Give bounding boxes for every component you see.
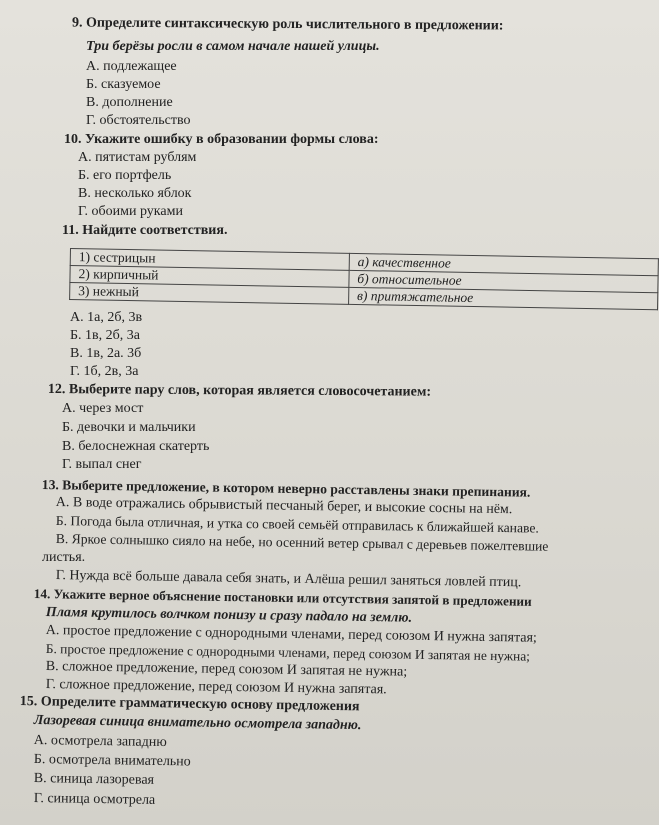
option-c[interactable]: В. несколько яблок	[78, 186, 192, 201]
match-right-a: а) качественное	[349, 253, 658, 275]
option-b[interactable]: Б. девочки и мальчики	[62, 420, 196, 435]
option-d[interactable]: Г. 1б, 2в, 3а	[70, 364, 139, 379]
option-c-continued: листья.	[42, 550, 86, 565]
option-d[interactable]: Г. обстоятельство	[86, 113, 191, 128]
match-left-2: 2) кирпичный	[70, 266, 349, 288]
option-a[interactable]: А. через мост	[62, 401, 144, 416]
question-title: 12. Выберите пару слов, которая является словосочетанием:	[47, 381, 432, 400]
option-a[interactable]: А. простое предложение с однородными членами, перед союзом И нужна запятая;	[45, 622, 537, 646]
option-a[interactable]: А. 1а, 2б, 3в	[70, 310, 143, 325]
option-c[interactable]: В. синица лазоревая	[33, 770, 155, 788]
match-right-b: б) относительное	[349, 270, 658, 292]
match-left-1: 1) сестрицын	[70, 249, 349, 271]
option-b[interactable]: Б. 1в, 2б, 3а	[70, 328, 140, 343]
question-title: 11. Найдите соответствия.	[62, 223, 228, 238]
option-a[interactable]: А. подлежащее	[86, 59, 177, 74]
option-a[interactable]: А. пятистам рублям	[78, 150, 197, 165]
option-b[interactable]: Б. простое предложение с однородными членами, перед союзом И запятая не нужна;	[45, 640, 531, 664]
question-title: 10. Укажите ошибку в образовании формы слова:	[64, 132, 379, 147]
option-c[interactable]: В. 1в, 2а. 3б	[70, 346, 142, 361]
question-sentence: Лазоревая синица внимательно осмотрела западню.	[33, 712, 362, 734]
option-d[interactable]: Г. сложное предложение, перед союзом И нужна запятая.	[45, 676, 387, 698]
option-b[interactable]: Б. осмотрела внимательно	[33, 751, 191, 770]
question-title: 15. Определите грамматическую основу предложения	[19, 693, 360, 715]
option-b[interactable]: Б. его портфель	[78, 168, 172, 183]
option-c[interactable]: В. сложное предложение, перед союзом И запятая не нужна;	[45, 658, 408, 680]
option-c[interactable]: В. белоснежная скатерть	[62, 439, 210, 454]
question-title: 13. Выберите предложение, в котором неверно расставлены знаки препинания.	[41, 476, 531, 500]
option-a[interactable]: А. осмотрела западню	[33, 732, 167, 751]
option-d[interactable]: Г. Нужда всё больше давала себя знать, и Алёша решил заняться ловлей птиц.	[55, 567, 522, 591]
option-b[interactable]: Б. сказуемое	[86, 77, 161, 92]
option-d[interactable]: Г. синица осмотрела	[33, 790, 156, 808]
option-a[interactable]: А. В воде отражались обрывистый песчаный берег, и высокие сосны на нём.	[55, 494, 513, 518]
option-d[interactable]: Г. обоими руками	[78, 204, 183, 219]
option-d[interactable]: Г. выпал снег	[62, 457, 142, 472]
option-c[interactable]: В. Яркое солнышко сияло на небе, но осенний ветер срывал с деревьев пожелтевшие	[55, 530, 549, 554]
match-table	[69, 248, 659, 310]
question-sentence: Пламя крутилось волчком понизу и сразу падало на землю.	[45, 604, 413, 626]
option-b[interactable]: Б. Погода была отличная, и утка со своей семьёй отправилась к ближайшей канаве.	[55, 512, 539, 536]
match-right-c: в) притяжательное	[348, 287, 657, 309]
question-title: 9. Определите синтаксическую роль числительного в предложении:	[71, 15, 504, 34]
question-title: 14. Укажите верное объяснение постановки или отсутствия запятой в предложении	[33, 585, 532, 609]
option-c[interactable]: В. дополнение	[86, 95, 173, 110]
match-left-3: 3) нежный	[70, 283, 349, 305]
question-sentence: Три берёзы росли в самом начале нашей улицы.	[86, 39, 380, 54]
